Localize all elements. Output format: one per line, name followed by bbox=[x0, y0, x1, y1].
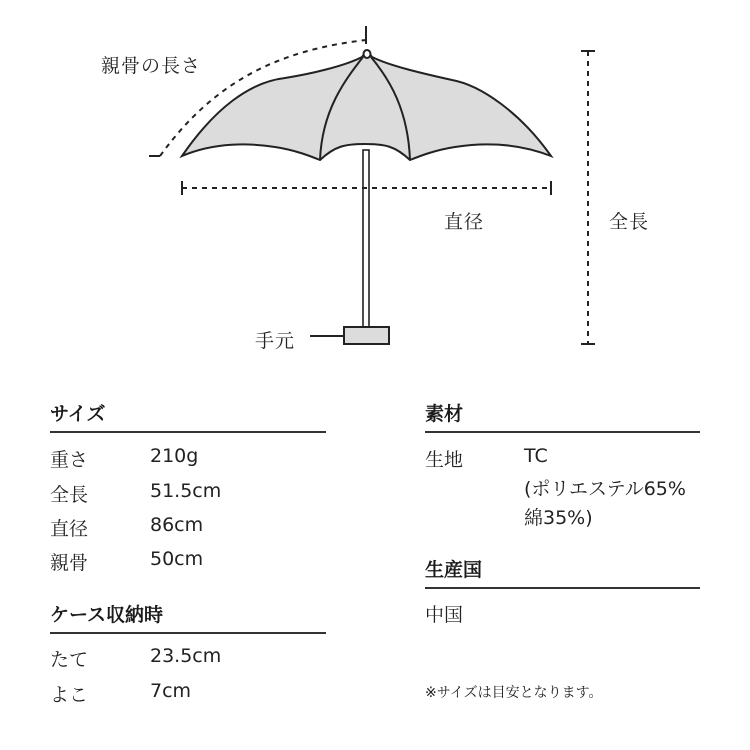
size-note: ※サイズは目安となります。 bbox=[425, 685, 603, 701]
material-value-line: TC bbox=[524, 445, 548, 467]
material-section-rule bbox=[425, 431, 700, 433]
size-row-value: 50cm bbox=[150, 548, 204, 570]
umbrella-canopy bbox=[182, 53, 551, 160]
material-row-key: 生地 bbox=[425, 449, 464, 471]
size-row-value: 210g bbox=[150, 445, 199, 467]
material-value-line: (ポリエステル65% bbox=[524, 478, 686, 500]
case-section-rule bbox=[50, 632, 326, 634]
umbrella-shaft bbox=[363, 150, 369, 330]
case-section-title: ケース収納時 bbox=[50, 604, 164, 626]
origin-section-title: 生産国 bbox=[425, 559, 483, 581]
size-row-value: 51.5cm bbox=[150, 480, 222, 502]
material-value-line: 綿35%) bbox=[524, 507, 593, 529]
case-row-value: 7cm bbox=[150, 680, 192, 702]
size-row-key: 重さ bbox=[50, 449, 89, 471]
size-row-key: 全長 bbox=[50, 484, 89, 506]
size-section-title: サイズ bbox=[50, 403, 106, 425]
case-row-key: たて bbox=[50, 649, 89, 671]
case-row-key: よこ bbox=[50, 684, 89, 706]
umbrella-handle bbox=[344, 327, 389, 344]
handle-label: 手元 bbox=[255, 330, 296, 352]
diameter-label: 直径 bbox=[444, 211, 485, 233]
size-section-rule bbox=[50, 431, 326, 433]
size-row-key: 直径 bbox=[50, 518, 89, 540]
umbrella-tip bbox=[364, 50, 371, 58]
case-row-value: 23.5cm bbox=[150, 645, 222, 667]
size-row-value: 86cm bbox=[150, 514, 204, 536]
rib-length-label: 親骨の長さ bbox=[101, 55, 202, 77]
origin-section-rule bbox=[425, 587, 700, 589]
total-length-label: 全長 bbox=[609, 211, 650, 233]
origin-value: 中国 bbox=[425, 604, 464, 626]
material-section-title: 素材 bbox=[425, 403, 464, 425]
size-row-key: 親骨 bbox=[50, 552, 89, 574]
